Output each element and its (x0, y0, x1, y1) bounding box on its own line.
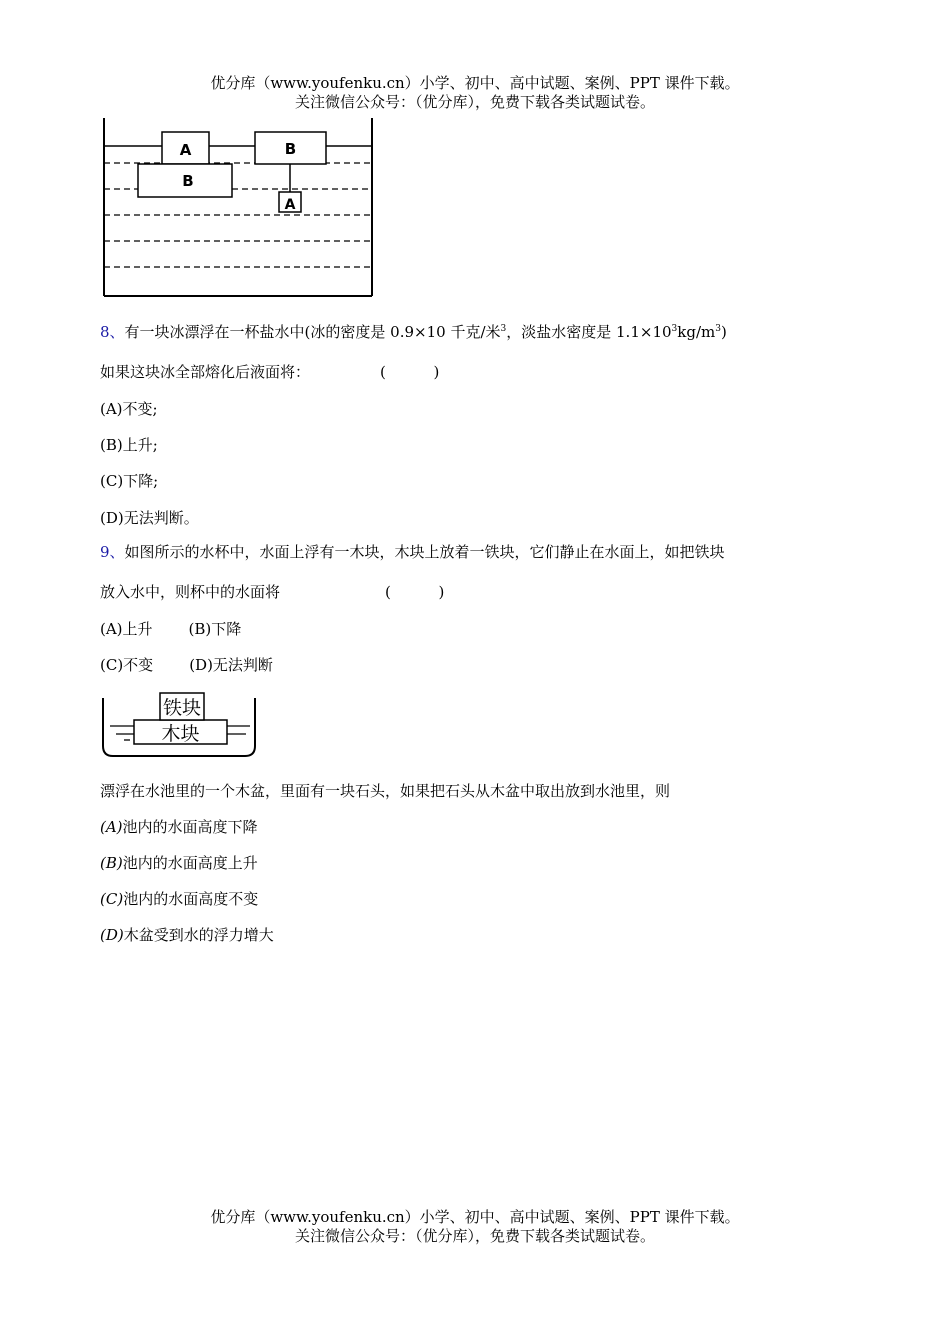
q9-line2-text: 放入水中，则杯中的水面将 (100, 583, 281, 601)
q9-stem-line1 (100, 541, 725, 562)
header-line-1: 优分库（www.youfenku.cn）小学、初中、高中试题、案例、PPT 课件下载。 (210, 74, 740, 92)
footer-line-1: 优分库（www.youfenku.cn）小学、初中、高中试题、案例、PPT 课件下载。 (210, 1208, 740, 1226)
header-line-2: 关注微信公众号：（优分库），免费下载各类试题试卷。 (294, 93, 655, 111)
q9-number: 9、 (100, 543, 125, 561)
q10-stem: 漂浮在水池里的一个木盆，里面有一块石头，如果把石头从木盆中取出放到水池里，则 (100, 782, 671, 800)
footer-line-2: 关注微信公众号：（优分库），免费下载各类试题试卷。 (294, 1227, 655, 1245)
q10-option-c-text: 池内的水面高度不变 (123, 890, 259, 908)
q8-text-c: kg/m (677, 323, 716, 341)
q8-text-a: 有一块冰漂浮在一杯盐水中(冰的密度是 0.9×10 千克/米 (124, 323, 501, 341)
block-b-right-label: B (284, 140, 297, 158)
q9-option-b: (B)下降 (188, 620, 242, 638)
q8-line2-text: 如果这块冰全部熔化后液面将： (100, 363, 311, 381)
q10-option-d-text: 木盆受到水的浮力增大 (123, 926, 274, 944)
q10-option-b (100, 852, 258, 873)
q8-answer-paren: ( ) (380, 363, 440, 381)
q9-stem-line2 (100, 581, 444, 602)
figure-container-blocks (100, 118, 376, 300)
q8-option-a: (A)不变; (100, 400, 158, 418)
q8-text-d: ) (720, 323, 727, 341)
q9-options-row2 (100, 654, 273, 675)
q8-number: 8、 (100, 323, 125, 341)
q10-option-c-letter: (C) (100, 890, 124, 908)
q8-sup-b: 3 (671, 324, 678, 334)
q9-line1-text: 如图所示的水杯中，水面上浮有一木块，木块上放着一铁块，它们静止在水面上，如把铁块 (124, 543, 725, 561)
q8-option-b: (B)上升; (100, 436, 158, 454)
q8-sup-a: 3 (500, 324, 507, 334)
q9-option-a: (A)上升 (100, 620, 153, 638)
q10-option-c (100, 888, 258, 909)
q10-option-a (100, 816, 258, 837)
q8-option-d: (D)无法判断。 (100, 509, 199, 527)
q10-option-b-letter: (B) (100, 854, 123, 872)
q10-option-b-text: 池内的水面高度上升 (122, 854, 258, 872)
block-a-right-label: A (284, 197, 296, 213)
q10-option-d-letter: (D) (100, 926, 124, 944)
q8-sup-c: 3 (715, 324, 721, 334)
wood-block-label: 木块 (161, 723, 200, 745)
iron-block-label: 铁块 (162, 697, 202, 719)
q9-answer-paren: ( ) (385, 583, 445, 601)
figure-cup-wood-iron (100, 690, 260, 760)
q8-stem-line2 (100, 361, 439, 382)
q8-text-b: ，淡盐水密度是 1.1×10 (506, 323, 672, 341)
q10-option-a-letter: (A) (100, 818, 123, 836)
q9-options-row1 (100, 618, 241, 639)
page-header (0, 74, 950, 112)
q10-option-d (100, 924, 274, 945)
q9-option-d: (D)无法判断 (189, 656, 273, 674)
block-b-left-label: B (182, 172, 194, 190)
page-footer (0, 1208, 950, 1246)
q8-option-c: (C)下降; (100, 472, 159, 490)
q8-stem-line1 (100, 321, 727, 342)
q10-option-a-text: 池内的水面高度下降 (122, 818, 258, 836)
block-a-left-label: A (179, 141, 192, 159)
q9-option-c: (C)不变 (100, 656, 154, 674)
